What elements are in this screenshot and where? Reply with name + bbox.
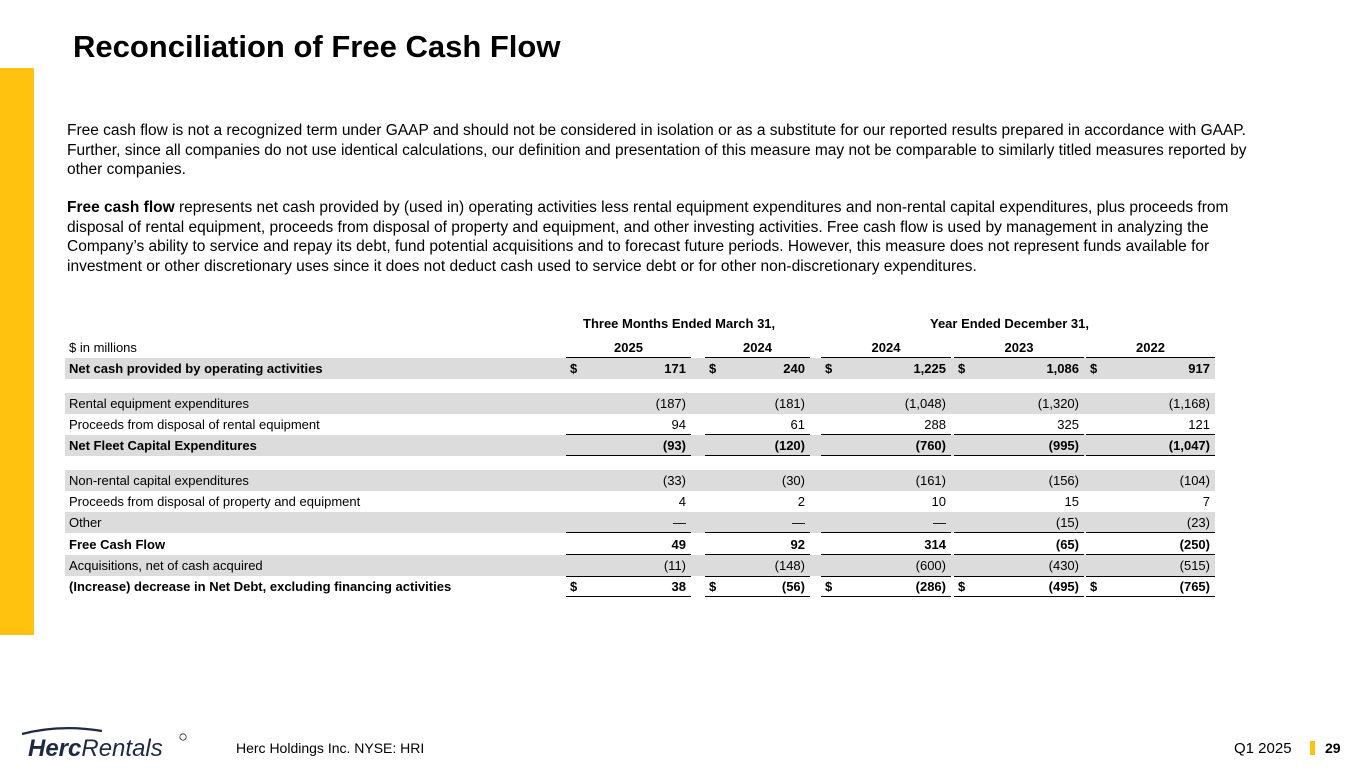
quarter-label: Q1 2025 [1234, 740, 1292, 757]
cell-value: (1,320) [1037, 396, 1079, 411]
cell-value: (23) [1186, 515, 1210, 530]
row-label: Proceeds from disposal of property and equipment [69, 494, 361, 509]
accent-bar [0, 68, 34, 635]
table-row [65, 414, 1215, 435]
cell-value: 61 [790, 417, 805, 432]
cell-value: 92 [790, 537, 805, 552]
herc-rentals-logo [20, 726, 190, 762]
cell-value: 240 [783, 361, 805, 376]
cell-value: 325 [1057, 417, 1079, 432]
cell-value: (93) [662, 438, 686, 453]
cell-value: (156) [1048, 473, 1079, 488]
group-header-year-ended: Year Ended December 31, [930, 316, 1089, 331]
page-marker [1310, 741, 1315, 755]
cell-value: 121 [1188, 417, 1210, 432]
row-label: Acquisitions, net of cash acquired [69, 558, 263, 573]
row-label: Net cash provided by operating activities [69, 361, 323, 376]
column-header: 2022 [1136, 340, 1165, 355]
table-row [65, 435, 1215, 456]
table-row [65, 555, 1215, 576]
cell-value: 10 [931, 494, 946, 509]
row-label: Rental equipment expenditures [69, 396, 249, 411]
cell-value: (65) [1055, 537, 1079, 552]
cell-value: 288 [924, 417, 946, 432]
cell-value: 171 [664, 361, 686, 376]
cell-value: (1,168) [1168, 396, 1210, 411]
cell-value: (515) [1179, 558, 1210, 573]
cell-value: 917 [1188, 361, 1210, 376]
row-label: Other [69, 515, 102, 530]
cell-value: (30) [781, 473, 805, 488]
cell-value: (250) [1179, 537, 1210, 552]
cell-value: — [792, 515, 805, 530]
table-row [65, 576, 1215, 597]
currency-symbol: $ [709, 579, 717, 594]
cell-value: (11) [663, 558, 686, 573]
units-label: $ in millions [69, 340, 137, 355]
cell-value: 94 [671, 417, 686, 432]
cell-value: — [673, 515, 686, 530]
page-number: 29 [1325, 740, 1341, 756]
currency-symbol: $ [570, 361, 578, 376]
cell-value: (600) [915, 558, 946, 573]
cell-value: (56) [781, 579, 805, 594]
table-row [65, 358, 1215, 379]
currency-symbol: $ [709, 361, 717, 376]
cell-value: (995) [1048, 438, 1079, 453]
cell-value: (148) [774, 558, 805, 573]
column-header: 2023 [1004, 340, 1034, 355]
cell-value: 38 [671, 579, 686, 594]
cell-value: 49 [671, 537, 686, 552]
cell-value: 1,225 [913, 361, 946, 376]
currency-symbol: $ [825, 361, 833, 376]
definition-term: Free cash flow [67, 199, 175, 216]
column-header: 2025 [614, 340, 643, 355]
row-label: Proceeds from disposal of rental equipment [69, 417, 320, 432]
table-row [65, 512, 1215, 533]
currency-symbol: $ [570, 579, 578, 594]
cell-value: (120) [774, 438, 805, 453]
table-row [65, 491, 1215, 512]
page-title: Reconciliation of Free Cash Flow [73, 29, 561, 64]
cell-value: (760) [915, 438, 946, 453]
cell-value: (15) [1055, 515, 1079, 530]
company-ticker: Herc Holdings Inc. NYSE: HRI [236, 740, 425, 756]
currency-symbol: $ [825, 579, 833, 594]
logo-wordmark: HercRentals [28, 735, 163, 762]
row-label: (Increase) decrease in Net Debt, excluding financing activities [69, 579, 452, 594]
table-row [65, 470, 1215, 491]
row-label: Free Cash Flow [69, 537, 166, 552]
currency-symbol: $ [1090, 361, 1098, 376]
cell-value: 2 [797, 494, 805, 509]
definition-paragraph [67, 198, 1247, 276]
cell-value: 1,086 [1046, 361, 1079, 376]
cell-value: 15 [1064, 494, 1079, 509]
cell-value: (181) [774, 396, 805, 411]
currency-symbol: $ [958, 579, 966, 594]
definition-text: represents net cash provided by (used in) operating activities less rental equipment expenditures and non-rental capital expenditures, plus proceeds from disposal of rental equipment, proceeds from disposal of property and equipment, and other investing activities. Free cash flow is used by management in analyzing the Company’s ability to service and repay its debt, fund potential acquisitions and to forecast future periods. However, this measure does not represent funds available for investment or other discretionary uses since it does not deduct cash used to service debt or for other non-discretionary expenditures. [67, 199, 1229, 275]
group-header-three-months: Three Months Ended March 31, [583, 316, 776, 331]
column-header: 2024 [871, 340, 901, 355]
cell-value: 4 [678, 494, 686, 509]
cell-value: — [933, 515, 946, 530]
cell-value: (765) [1179, 579, 1210, 594]
cell-value: 314 [924, 537, 946, 552]
intro-paragraph: Free cash flow is not a recognized term under GAAP and should not be considered in isolation or as a substitute for our reported results prepared in accordance with GAAP. Further, since all companies do not use identical calculations, our definition and presentation of this measure may not be comparable to similarly titled measures reported by other companies. [67, 122, 1247, 178]
cell-value: (33) [662, 473, 686, 488]
cell-value: (495) [1048, 579, 1079, 594]
row-label: Non-rental capital expenditures [69, 473, 249, 488]
cell-value: (286) [915, 579, 946, 594]
cell-value: (430) [1048, 558, 1079, 573]
cell-value: (161) [915, 473, 946, 488]
cell-value: (1,048) [904, 396, 946, 411]
currency-symbol: $ [958, 361, 966, 376]
cell-value: (1,047) [1168, 438, 1210, 453]
cell-value: (104) [1179, 473, 1210, 488]
table-row [65, 534, 1215, 555]
currency-symbol: $ [1090, 579, 1098, 594]
column-header-row [65, 337, 1215, 358]
column-header: 2024 [743, 340, 772, 355]
cell-value: 7 [1202, 494, 1210, 509]
row-label: Net Fleet Capital Expenditures [69, 438, 257, 453]
table-row [65, 393, 1215, 414]
cell-value: (187) [655, 396, 686, 411]
